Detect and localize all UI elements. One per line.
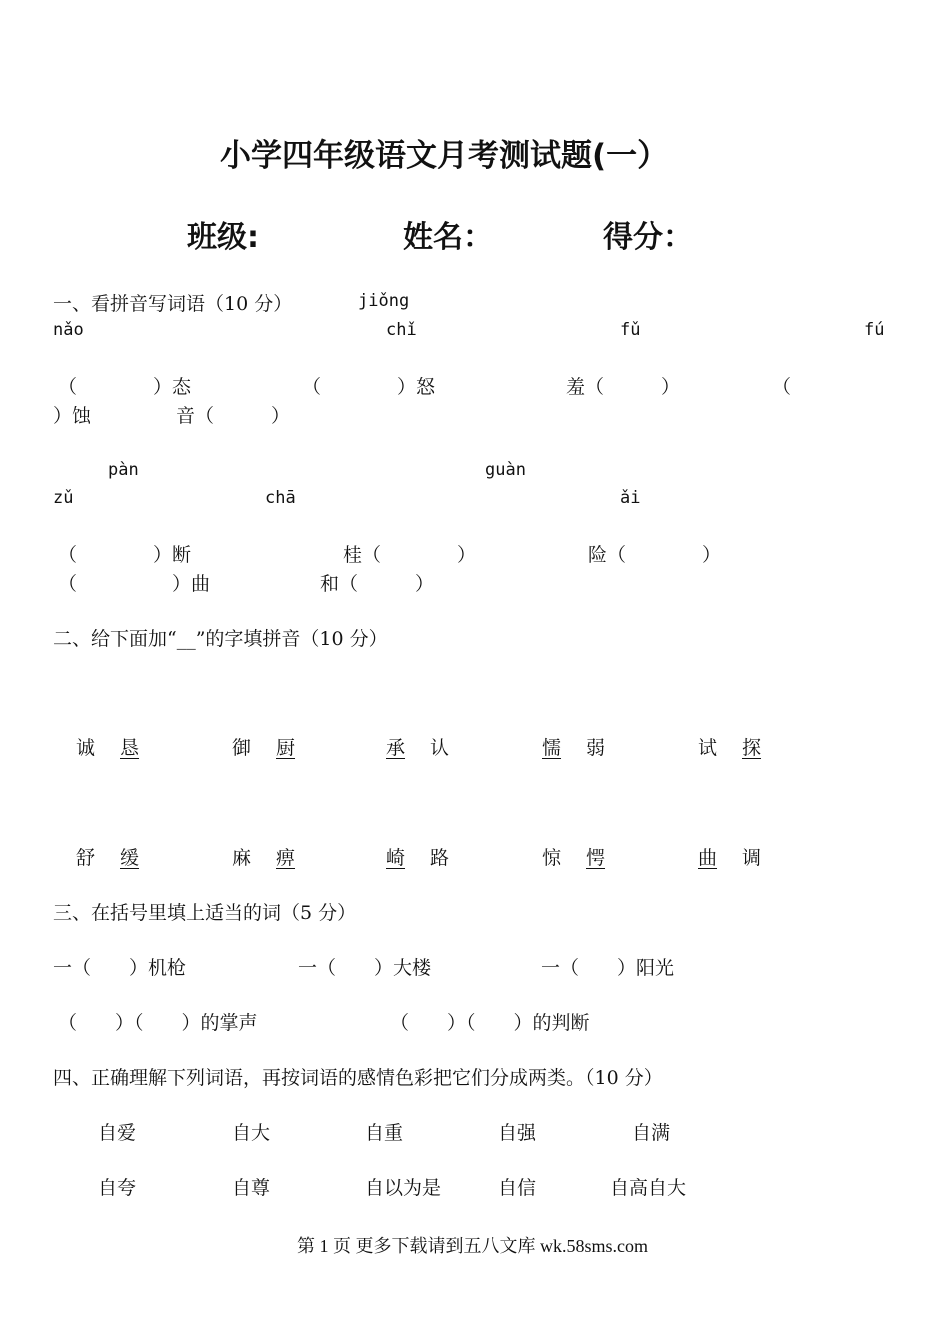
word-item: 自爱	[98, 1122, 137, 1144]
page-title: 小学四年级语文月考测试题(一）	[220, 138, 669, 174]
character: 舒	[76, 847, 96, 869]
score-label: 得分：	[603, 220, 693, 255]
underlined-character: 懦	[542, 737, 562, 759]
pinyin: fú	[864, 320, 885, 340]
page-footer: 第 1 页 更多下载请到五八文库 wk.58sms.com	[297, 1236, 648, 1256]
pinyin: jiǒng	[358, 291, 410, 311]
word-item: 自尊	[232, 1177, 271, 1199]
blank-item: （ ）怒	[302, 376, 436, 398]
blank-item: ）蚀	[53, 405, 92, 427]
section3-heading: 三、在括号里填上适当的词（5 分）	[53, 902, 357, 924]
word-item: 自强	[498, 1122, 537, 1144]
section2-heading: 二、给下面加“__”的字填拼音（10 分）	[53, 628, 388, 650]
pinyin: chā	[265, 488, 296, 508]
pinyin: pàn	[108, 460, 139, 480]
pinyin: chǐ	[386, 320, 417, 340]
character: 诚	[76, 737, 96, 759]
pinyin: ǎi	[620, 488, 641, 508]
pinyin: fǔ	[620, 320, 641, 340]
blank-item: 桂（ ）	[343, 544, 477, 566]
fill-item: 一（ ）大楼	[298, 957, 432, 979]
fill-item: （ ）（ ）的掌声	[58, 1012, 258, 1034]
underlined-character: 厨	[276, 737, 296, 759]
pinyin: guàn	[485, 460, 526, 480]
pinyin: zǔ	[53, 488, 74, 508]
word-item: 自以为是	[365, 1177, 442, 1199]
name-label: 姓名：	[403, 220, 493, 255]
blank-item: 险（ ）	[588, 544, 722, 566]
underlined-character: 缓	[120, 847, 140, 869]
word-item: 自满	[632, 1122, 671, 1144]
underlined-character: 曲	[698, 847, 718, 869]
class-label: 班级:	[187, 220, 259, 255]
underlined-character: 愕	[586, 847, 606, 869]
blank-item: （ ）态	[58, 376, 192, 398]
character: 试	[698, 737, 718, 759]
character: 路	[430, 847, 450, 869]
word-item: 自信	[498, 1177, 537, 1199]
underlined-character: 崎	[386, 847, 406, 869]
character: 认	[430, 737, 450, 759]
blank-item: （ ）曲	[58, 573, 211, 595]
section4-heading: 四、正确理解下列词语，再按词语的感情色彩把它们分成两类。（10 分）	[53, 1067, 663, 1089]
underlined-character: 承	[386, 737, 406, 759]
fill-item: 一（ ）阳光	[541, 957, 675, 979]
character: 调	[742, 847, 762, 869]
blank-item: 羞（ ）	[566, 376, 681, 398]
pinyin: nǎo	[53, 320, 84, 340]
character: 御	[232, 737, 252, 759]
fill-item: 一（ ）机枪	[53, 957, 187, 979]
underlined-character: 探	[742, 737, 762, 759]
blank-item: 音（ ）	[176, 405, 291, 427]
character: 弱	[586, 737, 606, 759]
section1-heading: 一、看拼音写词语（10 分）	[53, 293, 293, 315]
blank-item: （	[772, 376, 792, 398]
blank-item: 和（ ）	[320, 573, 435, 595]
fill-item: （ ）（ ）的判断	[390, 1012, 590, 1034]
underlined-character: 痹	[276, 847, 296, 869]
word-item: 自大	[232, 1122, 271, 1144]
word-item: 自夸	[98, 1177, 137, 1199]
word-item: 自高自大	[610, 1177, 687, 1199]
character: 惊	[542, 847, 562, 869]
underlined-character: 恳	[120, 737, 140, 759]
blank-item: （ ）断	[58, 544, 192, 566]
word-item: 自重	[365, 1122, 404, 1144]
character: 麻	[232, 847, 252, 869]
